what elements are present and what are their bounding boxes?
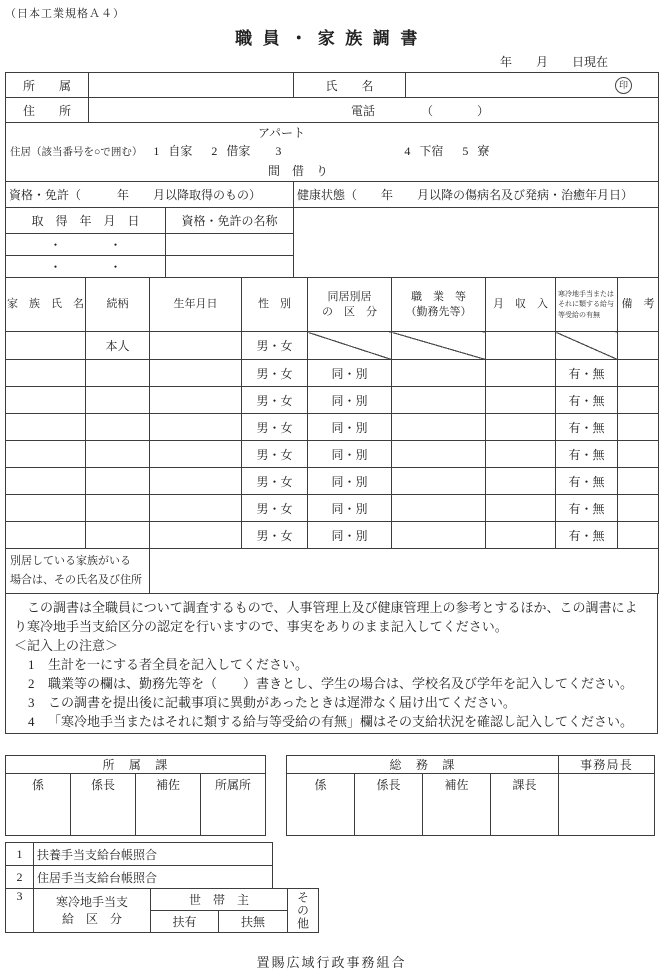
organization-name: 置賜広域行政事務組合 [256,955,407,970]
gender-cell: 男・女 [242,414,308,441]
affiliation-label: 所 属 [6,73,89,98]
housing-opt3-num: 3 [275,144,282,158]
housing-opt1-label: 自家 [168,144,193,158]
note-cell [618,441,659,468]
income-cell [486,332,556,360]
family-name-cell [6,468,86,495]
name-label: 氏 名 [294,73,406,98]
gender-cell: 男・女 [242,360,308,387]
other-category-cell: その他 [288,889,319,933]
cohabit-header: 同居別居 の 区 分 [308,278,392,332]
birth-cell [150,441,242,468]
stamp-slot-chief-clerk: 係長 [355,774,423,836]
income-cell [486,495,556,522]
housing-opt4-label: 下宿 [419,144,444,158]
affiliation-section-table [5,755,266,836]
checklist-number: 2 [6,866,34,889]
cohabit-cell: 同・別 [308,441,392,468]
housing-option3-apartment: アパート [258,126,306,140]
qualification-name-label: 資格・免許の名称 [166,208,294,234]
name-value-cell [406,73,659,98]
acquisition-date-label: 取 得 年 月 日 [6,208,166,234]
phone-parens: （ ） [421,103,492,118]
gender-cell: 男・女 [242,495,308,522]
address-phone-cell [89,98,659,123]
birth-cell [150,332,242,360]
notice-item-2: 2 職業等の欄は、勤務先等を（ ）書きとし、学生の場合は、学校名及び学年を記入してください。 [28,676,634,691]
phone-label: 電話 [351,103,376,118]
seal-mark: 印 [615,77,632,94]
secretary-general-header: 事務局長 [559,756,655,774]
relation-header: 続柄 [86,278,150,332]
housing-opt2-num: 2 [211,144,218,158]
income-cell [486,414,556,441]
checklist-label: 扶養手当支給台帳照合 [34,843,273,866]
family-name-header: 家 族 氏 名 [6,278,86,332]
family-row [6,468,659,495]
cold-allowance-label: 寒冷地手当支 給 区 分 [34,889,151,933]
job-cell [392,441,486,468]
note-cell [618,387,659,414]
stamp-slot-office-head: 所属所 [201,774,266,836]
family-row [6,414,659,441]
address-label: 住 所 [6,98,89,123]
birth-cell [150,522,242,549]
separated-family-row [6,549,659,594]
qualification-name-blank [166,256,294,278]
job-cell-crossed [392,332,486,360]
job-cell [392,468,486,495]
job-cell [392,522,486,549]
cold-allowance-row-top [6,889,319,911]
cohabit-cell: 同・別 [308,360,392,387]
note-header: 備 考 [618,278,659,332]
gender-cell: 男・女 [242,441,308,468]
housing-opt4-num: 4 [404,144,411,158]
explanation-box [5,593,658,734]
income-cell [486,522,556,549]
allowance-cell: 有・無 [556,441,618,468]
gender-cell: 男・女 [242,387,308,414]
birth-cell [150,495,242,522]
income-header: 月 収 入 [486,278,556,332]
note-cell [618,414,659,441]
job-cell [392,495,486,522]
family-name-cell [6,414,86,441]
birth-header: 生年月日 [150,278,242,332]
family-row [6,522,659,549]
with-dependents-cell: 扶有 [151,911,219,933]
header-table [5,72,659,182]
job-cell [392,414,486,441]
housing-opt5-num: 5 [462,144,469,158]
stamp-slot-chief-clerk: 係長 [71,774,136,836]
stamp-slot-clerk: 係 [287,774,355,836]
stamp-slot-clerk: 係 [6,774,71,836]
cohabit-cell-crossed [308,332,392,360]
gender-cell: 男・女 [242,332,308,360]
allowance-cell: 有・無 [556,495,618,522]
relation-cell: 本人 [86,332,150,360]
family-name-cell [6,360,86,387]
income-cell [486,360,556,387]
qualification-name-blank [166,234,294,256]
jis-standard-note: （日本工業規格Ａ４） [5,8,125,20]
note-cell [618,360,659,387]
housing-opt2-label: 借家 [226,144,251,158]
stamp-slot-secretary-general [559,774,655,836]
without-dependents-cell: 扶無 [219,911,288,933]
income-cell [486,387,556,414]
separated-family-label: 別居している家族がいる 場合は、その氏名及び住所 [6,549,150,594]
birth-cell [150,414,242,441]
family-row [6,495,659,522]
note-cell [618,332,659,360]
notice-title: ＜記入上の注意＞ [14,638,119,653]
separated-family-value-cell [150,549,659,594]
family-name-cell [6,387,86,414]
family-row [6,441,659,468]
stamp-slot-assistant: 補佐 [136,774,201,836]
gender-header: 性 別 [242,278,308,332]
checklist-row-2 [6,866,273,889]
affiliation-value-cell [89,73,294,98]
housing-opt5-label: 寮 [477,144,490,158]
household-head-header: 世 帯 主 [151,889,288,911]
qualification-header: 資格・免許（ 年 月以降取得のもの） [6,182,294,208]
notice-item-4: 4 「寒冷地手当またはそれに類する給与等受給の有無」欄はその支給状況を確認し記入してください。 [28,714,634,729]
family-name-cell [6,441,86,468]
income-cell [486,468,556,495]
housing-cell [6,123,659,182]
family-table [5,277,659,594]
gender-cell: 男・女 [242,468,308,495]
notice-item-1: 1 生計を一にする者全員を記入してください。 [28,657,309,672]
cohabit-cell: 同・別 [308,522,392,549]
approval-section [5,755,658,836]
birth-cell [150,387,242,414]
family-name-cell [6,522,86,549]
explanation-paragraph: この調書は全職員について調査するもので、人事管理上及び健康管理上の参考とするほか、この調書により寒冷地手当支給区分の認定を行いますので、事実をありのまま記入してください。 [14,600,638,634]
note-cell [618,468,659,495]
family-row [6,387,659,414]
health-blank-cell [294,208,659,278]
housing-label: 住居（該当番号を○で囲む） [10,147,143,158]
birth-cell [150,468,242,495]
relation-cell [86,468,150,495]
relation-cell [86,522,150,549]
checklist-table [5,842,273,889]
health-header: 健康状態（ 年 月以降の傷病名及び発病・治癒年月日） [294,182,659,208]
general-affairs-section-table [286,755,655,836]
family-name-cell [6,495,86,522]
form-title: 職員・家族調書 [235,29,428,48]
allowance-cell: 有・無 [556,414,618,441]
notice-item-3: 3 この調書を提出後に記載事項に異動があったときは遅滞なく届け出てください。 [28,695,516,710]
job-cell [392,387,486,414]
note-cell [618,495,659,522]
acquisition-date-dots: ・ ・ [6,256,166,278]
acquisition-date-dots: ・ ・ [6,234,166,256]
family-name-cell [6,332,86,360]
checklist-label: 住居手当支給台帳照合 [34,866,273,889]
allowance-cell: 有・無 [556,468,618,495]
income-cell [486,441,556,468]
relation-cell [86,387,150,414]
job-cell [392,360,486,387]
housing-opt1-num: 1 [153,144,160,158]
affiliation-section-title: 所 属 課 [6,756,266,774]
housing-option3-sublet: 間 借 り [268,164,329,178]
checklist-row-1 [6,843,273,866]
note-cell [618,522,659,549]
job-header: 職 業 等 （勤務先等） [392,278,486,332]
family-header-row [6,278,659,332]
stamp-slot-section-chief: 課長 [491,774,559,836]
relation-cell [86,441,150,468]
cold-allowance-table [5,888,319,933]
as-of-date-line: 年 月 日現在 [499,55,608,69]
cohabit-cell: 同・別 [308,414,392,441]
checklist-number: 3 [6,889,34,933]
stamp-slot-assistant: 補佐 [423,774,491,836]
family-row-self [6,332,659,360]
relation-cell [86,495,150,522]
allowance-cell-crossed [556,332,618,360]
allowance-cell: 有・無 [556,522,618,549]
cohabit-cell: 同・別 [308,495,392,522]
allowance-cell: 有・無 [556,360,618,387]
relation-cell [86,360,150,387]
checklist-number: 1 [6,843,34,866]
housing-options-line [10,142,654,162]
birth-cell [150,360,242,387]
allowance-cell: 有・無 [556,387,618,414]
cohabit-cell: 同・別 [308,387,392,414]
relation-cell [86,414,150,441]
qualification-table [5,181,659,278]
gender-cell: 男・女 [242,522,308,549]
general-affairs-section-title: 総 務 課 [287,756,559,774]
family-row [6,360,659,387]
cohabit-cell: 同・別 [308,468,392,495]
allowance-header: 寒冷地手当またはそれに類する給与等受給の有無 [556,278,618,332]
